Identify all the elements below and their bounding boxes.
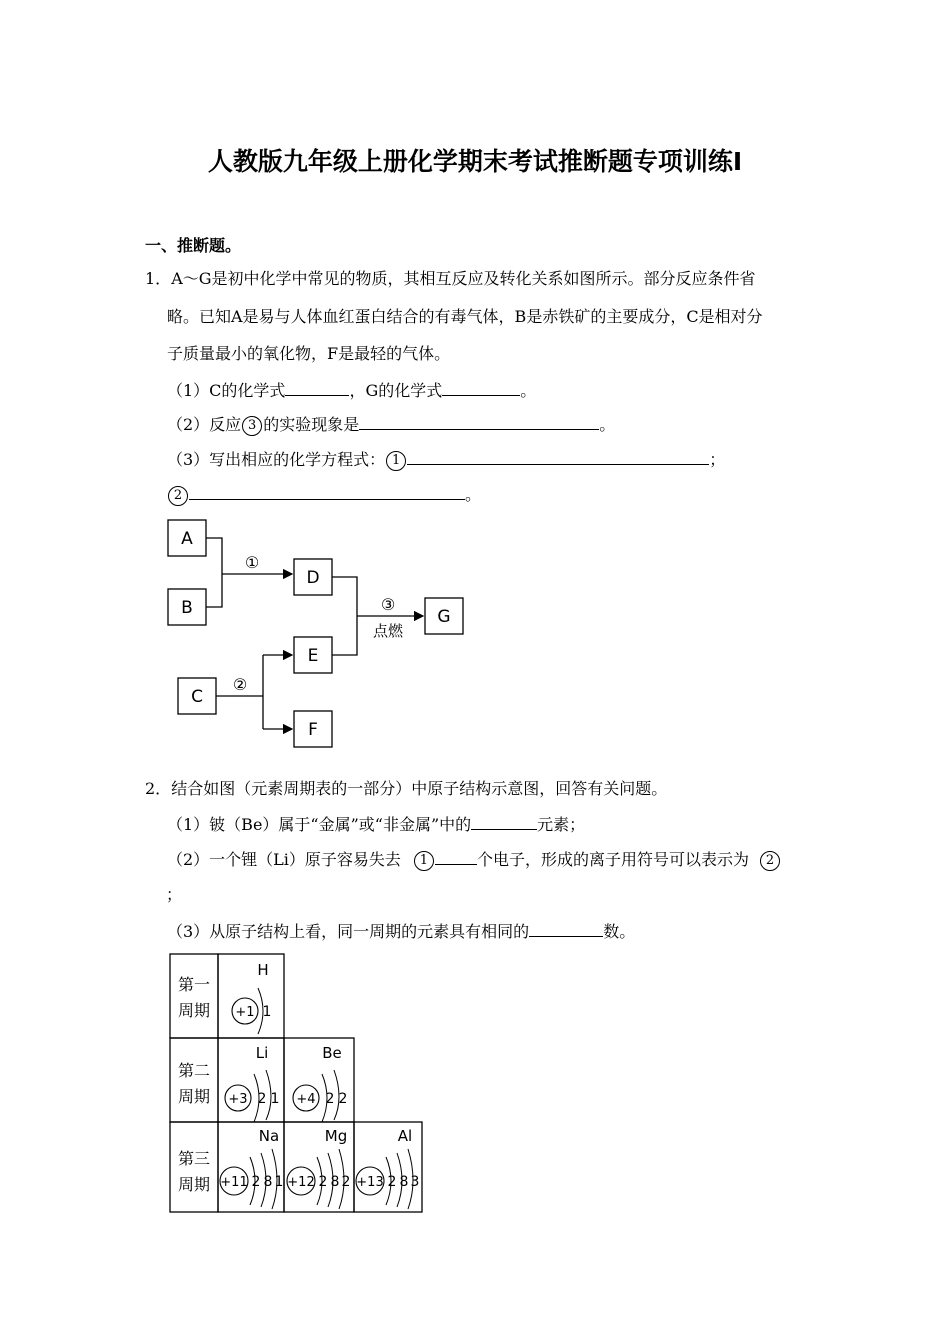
q1-number: 1．	[145, 269, 172, 288]
q1-answer-blank-c[interactable]	[285, 380, 349, 396]
shell-count-na-3: 1	[274, 1174, 284, 1190]
q2-stem	[145, 779, 667, 799]
atom-diagram-li	[225, 1044, 279, 1122]
element-symbol-na: Na	[258, 1127, 280, 1145]
atom-diagram-h	[232, 961, 271, 1034]
q1-part3-label: （3）写出相应的化学方程式：	[167, 450, 386, 469]
q2-part2-label: （2）一个锂（Li）原子容易失去	[167, 850, 401, 869]
q1-stem-line3: 子质量最小的氧化物，F是最轻的气体。	[167, 344, 451, 363]
q1-answer-blank-equation1[interactable]	[407, 449, 709, 465]
nucleus-charge-h: +1	[235, 1005, 255, 1020]
shell-count-li-1: 2	[257, 1091, 267, 1107]
circled-number-3: 3	[242, 416, 262, 436]
q1-stem-line2: 略。已知A是易与人体血红蛋白结合的有毒气体，B是赤铁矿的主要成分，C是相对分	[167, 307, 763, 326]
shell-count-na-1: 2	[251, 1174, 261, 1190]
q1-part1-label: （1）C的化学式	[167, 381, 286, 400]
node-f: F	[308, 720, 318, 740]
q1-part3	[167, 449, 725, 471]
element-cell-h	[218, 954, 284, 1038]
q2-stem-text: 结合如图（元素周期表的一部分）中原子结构示意图，回答有关问题。	[171, 779, 668, 798]
q1-part2	[167, 414, 615, 436]
element-symbol-be: Be	[322, 1044, 342, 1062]
nucleus-charge-mg: +12	[287, 1175, 315, 1190]
shell-count-mg-2: 8	[330, 1174, 340, 1190]
shell-count-al-2: 8	[399, 1174, 409, 1190]
node-b: B	[181, 598, 193, 618]
q1-answer-blank-equation2[interactable]	[189, 484, 465, 500]
period-1-label-b: 周期	[177, 1001, 211, 1020]
nucleus-charge-li: +3	[228, 1092, 248, 1107]
shell-count-al-1: 2	[387, 1174, 397, 1190]
q2-part2	[167, 849, 781, 871]
atom-diagram-mg	[287, 1127, 350, 1209]
q1-part2-end: 。	[599, 415, 616, 434]
q2-part2-mid: 个电子，形成的离子用符号可以表示为	[476, 850, 749, 869]
circled-number-2: 2	[760, 851, 780, 871]
shell-count-be-1: 2	[325, 1091, 335, 1107]
q1-part3-end2: 。	[465, 485, 482, 504]
period-2-label-b: 周期	[177, 1087, 211, 1106]
reaction-label-1: ①	[244, 553, 260, 572]
circled-number-2: 2	[168, 486, 188, 506]
q2-part3-label: （3）从原子结构上看，同一周期的元素具有相同的	[167, 922, 530, 941]
q1-part1	[167, 380, 536, 401]
period-2-label-a: 第二	[177, 1061, 211, 1080]
nucleus-charge-be: +4	[296, 1092, 316, 1107]
element-symbol-li: Li	[255, 1044, 269, 1062]
shell-count-mg-3: 2	[341, 1174, 351, 1190]
node-e: E	[307, 646, 319, 666]
q2-part1	[167, 814, 585, 835]
node-c: C	[191, 687, 203, 707]
element-symbol-mg: Mg	[324, 1127, 348, 1145]
q1-part1-mid: ，G的化学式	[349, 381, 443, 400]
q1-part3-end1: ；	[709, 450, 726, 469]
q1-answer-blank-g[interactable]	[442, 380, 520, 396]
element-symbol-al: Al	[397, 1127, 413, 1145]
q2-answer-blank-metal[interactable]	[471, 814, 537, 830]
node-d: D	[306, 568, 320, 588]
periodic-table-excerpt	[165, 950, 430, 1220]
q1-part2-mid: 的实验现象是	[263, 415, 360, 434]
period-cell-2	[170, 1038, 218, 1122]
circled-number-1: 1	[386, 451, 406, 471]
nucleus-charge-al: +13	[356, 1175, 384, 1190]
atom-diagram-na	[220, 1127, 283, 1209]
period-1-label-a: 第一	[177, 975, 211, 994]
shell-count-na-2: 8	[263, 1174, 273, 1190]
period-3-label-a: 第三	[177, 1149, 211, 1168]
q1-part3-line2	[167, 484, 481, 506]
q1-stem-line1	[145, 269, 756, 289]
period-cell-1	[170, 954, 218, 1038]
q2-part1-label: （1）铍（Be）属于“金属”或“非金属”中的	[167, 815, 472, 834]
q2-part1-end: 元素；	[537, 815, 586, 834]
element-cell-be	[284, 1038, 354, 1122]
reaction-label-3: ③	[380, 595, 396, 614]
q2-part3	[167, 921, 635, 942]
reaction-label-2: ②	[232, 675, 248, 694]
shell-count-h-1: 1	[262, 1004, 272, 1020]
q1-part1-end: 。	[520, 381, 537, 400]
q2-answer-blank-shells[interactable]	[529, 921, 603, 937]
reaction-diagram	[160, 512, 480, 757]
q1-part2-label: （2）反应	[167, 415, 242, 434]
q2-number: 2．	[145, 779, 172, 798]
q2-answer-blank-electrons[interactable]	[435, 849, 477, 865]
section-heading: 一、推断题。	[145, 236, 242, 255]
page-title: 人教版九年级上册化学期末考试推断题专项训练Ⅰ	[207, 147, 743, 176]
nucleus-charge-na: +11	[220, 1175, 248, 1190]
q1-answer-blank-phenomenon[interactable]	[359, 414, 599, 430]
circled-number-1: 1	[414, 851, 434, 871]
shell-count-be-2: 2	[338, 1091, 348, 1107]
shell-count-mg-1: 2	[318, 1174, 328, 1190]
q2-part3-end: 数。	[603, 922, 636, 941]
node-g: G	[437, 607, 451, 627]
element-symbol-h: H	[257, 961, 269, 979]
reaction-condition-ignite: 点燃	[372, 622, 404, 640]
q2-part2-end: ；	[166, 885, 183, 904]
node-a: A	[181, 529, 193, 549]
connector-de	[332, 577, 357, 655]
period-3-label-b: 周期	[177, 1175, 211, 1194]
connector-ab	[206, 538, 222, 607]
q1-stem-text1: A～G是初中化学中常见的物质，其相互反应及转化关系如图所示。部分反应条件省	[171, 269, 756, 288]
atom-diagram-al	[356, 1127, 419, 1209]
shell-count-al-3: 3	[410, 1174, 420, 1190]
element-cell-li	[218, 1038, 284, 1122]
shell-count-li-2: 1	[270, 1091, 280, 1107]
atom-diagram-be	[293, 1044, 347, 1122]
